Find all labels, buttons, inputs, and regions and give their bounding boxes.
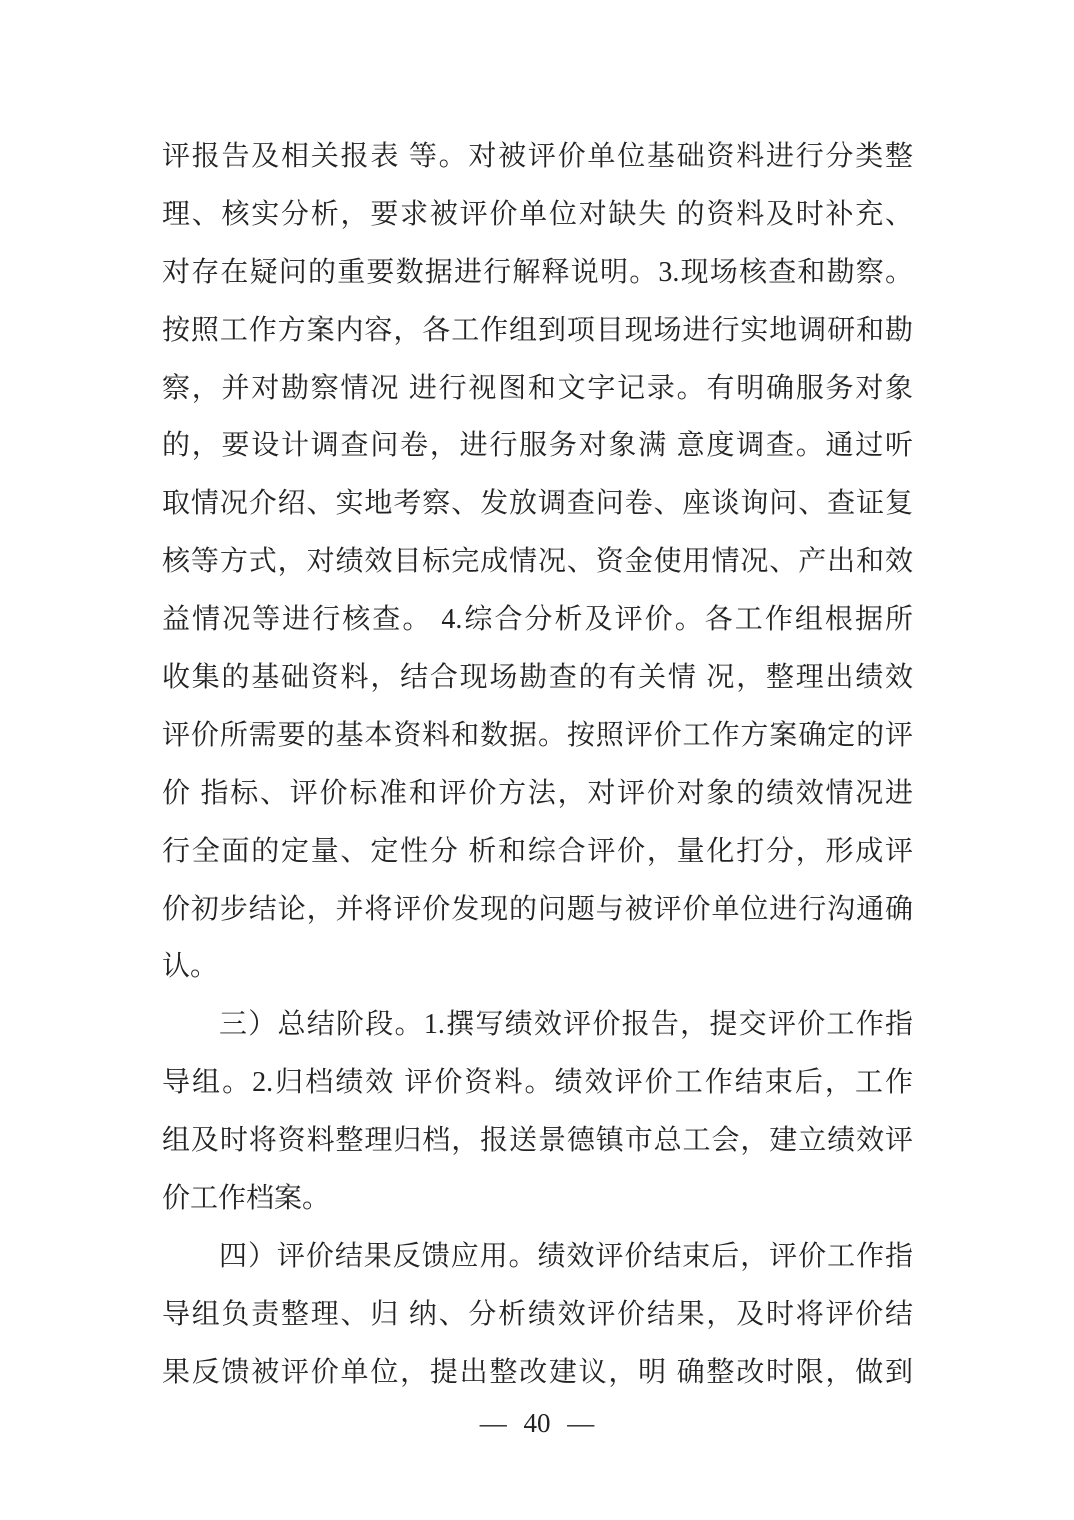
text-line: 的，要设计调查问卷，进行服务对象满 意度调查。通过听 [162, 430, 913, 462]
text-line: 收集的基础资料，结合现场勘查的有关情 况，整理出绩效 [162, 662, 913, 694]
text-line: 导组。2.归档绩效 评价资料。绩效评价工作结束后，工作 [162, 1067, 913, 1099]
text-line: 益情况等进行核查。 4.综合分析及评价。各工作组根据所 [162, 604, 913, 636]
text-line: 对存在疑问的重要数据进行解释说明。3.现场核查和勘察。 [162, 256, 913, 288]
text-line: 价 指标、评价标准和评价方法，对评价对象的绩效情况进 [162, 777, 913, 809]
text-line: 评报告及相关报表 等。对被评价单位基础资料进行分类整 [162, 141, 913, 172]
text-line: 理、核实分析，要求被评价单位对缺失 的资料及时补充、 [162, 198, 913, 230]
text-line: 价工作档案。 [162, 1183, 331, 1215]
text-line: 取情况介绍、实地考察、发放调查问卷、座谈询问、查证复 [162, 488, 913, 520]
text-line: 三）总结阶段。1.撰写绩效评价报告，提交评价工作指 [219, 1009, 913, 1041]
text-line: 导组负责整理、归 纳、分析绩效评价结果，及时将评价结 [162, 1298, 913, 1330]
text-line: 认。 [162, 951, 219, 983]
text-line: 组及时将资料整理归档，报送景德镇市总工会，建立绩效评 [162, 1125, 913, 1157]
text-line: 评价所需要的基本资料和数据。按照评价工作方案确定的评 [162, 719, 913, 751]
text-line: 察，并对勘察情况 进行视图和文字记录。有明确服务对象 [162, 372, 913, 404]
text-line: 行全面的定量、定性分 析和综合评价，量化打分，形成评 [162, 835, 913, 867]
document-body [162, 128, 913, 1402]
page-number: — 40 — [479, 1408, 595, 1438]
text-line: 四）评价结果反馈应用。绩效评价结束后，评价工作指 [219, 1240, 913, 1272]
text-line: 核等方式，对绩效目标完成情况、资金使用情况、产出和效 [162, 546, 913, 578]
text-line: 价初步结论，并将评价发现的问题与被评价单位进行沟通确 [162, 893, 913, 925]
text-line: 果反馈被评价单位，提出整改建议，明 确整改时限，做到 [162, 1356, 913, 1388]
text-line: 按照工作方案内容，各工作组到项目现场进行实地调研和勘 [162, 314, 913, 346]
